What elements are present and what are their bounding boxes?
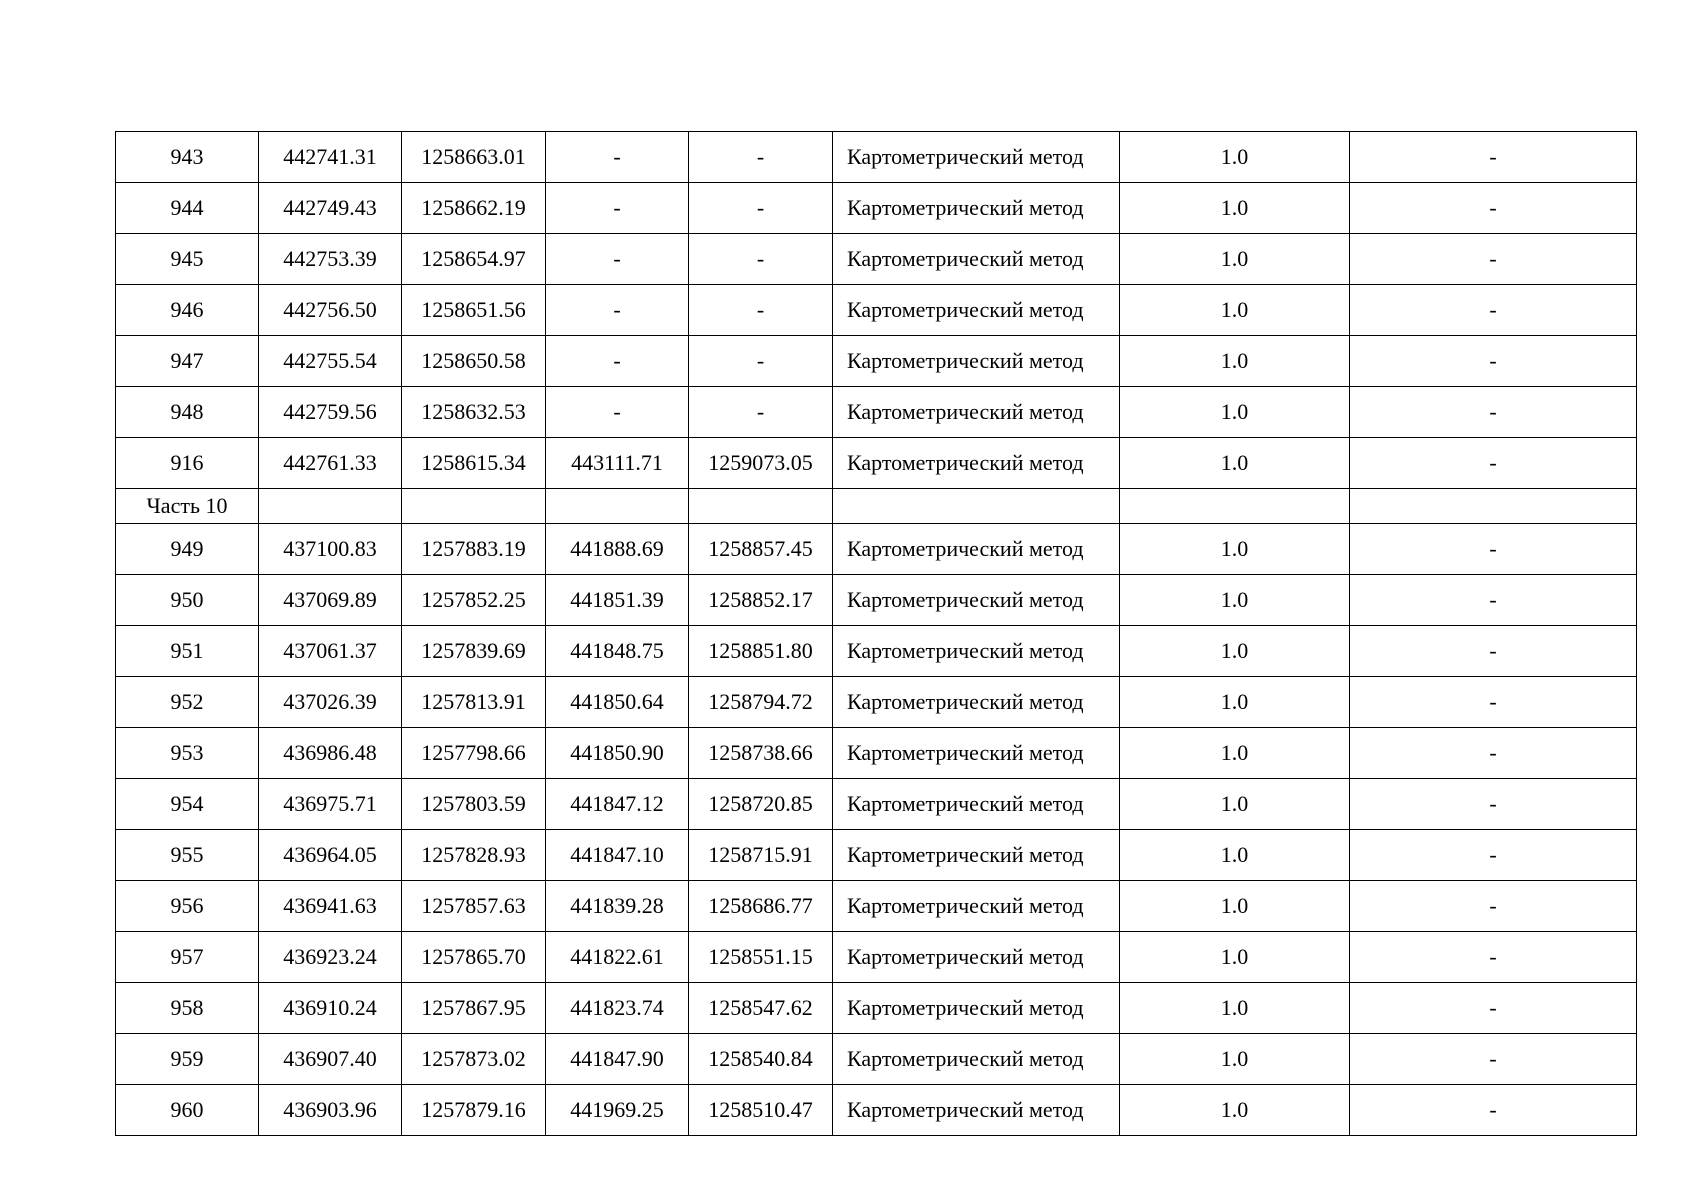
y-old-coordinate-cell: 1258851.80 (689, 626, 833, 677)
y-coordinate-cell: 1258615.34 (402, 438, 546, 489)
point-number-cell: 948 (116, 387, 259, 438)
table-row (116, 830, 1637, 881)
y-coordinate-cell: 1257879.16 (402, 1085, 546, 1136)
table-row (116, 285, 1637, 336)
x-coordinate-cell: 436903.96 (259, 1085, 402, 1136)
x-old-coordinate-cell: 441847.90 (546, 1034, 689, 1085)
x-coordinate-cell: 436923.24 (259, 932, 402, 983)
x-coordinate-cell: 436964.05 (259, 830, 402, 881)
note-cell: - (1350, 830, 1637, 881)
y-old-coordinate-cell: - (689, 183, 833, 234)
accuracy-cell: 1.0 (1120, 285, 1350, 336)
y-old-coordinate-cell: - (689, 234, 833, 285)
y-old-coordinate-cell: 1258547.62 (689, 983, 833, 1034)
y-old-coordinate-cell: 1258852.17 (689, 575, 833, 626)
y-old-coordinate-cell: 1258857.45 (689, 524, 833, 575)
table-row (116, 387, 1637, 438)
point-number-cell: 959 (116, 1034, 259, 1085)
accuracy-cell: 1.0 (1120, 336, 1350, 387)
accuracy-cell: 1.0 (1120, 575, 1350, 626)
y-coordinate-cell: 1257865.70 (402, 932, 546, 983)
y-coordinate-cell: 1258650.58 (402, 336, 546, 387)
point-number-cell: 955 (116, 830, 259, 881)
x-coordinate-cell: 436986.48 (259, 728, 402, 779)
y-coordinate-cell: 1257813.91 (402, 677, 546, 728)
y-coordinate-cell: 1258662.19 (402, 183, 546, 234)
y-coordinate-cell: 1257839.69 (402, 626, 546, 677)
y-old-coordinate-cell: - (689, 132, 833, 183)
note-cell: - (1350, 1034, 1637, 1085)
table-row (116, 779, 1637, 830)
x-coordinate-cell: 437069.89 (259, 575, 402, 626)
point-number-cell: 916 (116, 438, 259, 489)
point-number-cell: 949 (116, 524, 259, 575)
method-cell: Картометрический метод (833, 983, 1120, 1034)
x-old-coordinate-cell: 441850.64 (546, 677, 689, 728)
x-old-coordinate-cell: 441848.75 (546, 626, 689, 677)
accuracy-cell: 1.0 (1120, 1085, 1350, 1136)
y-old-coordinate-cell: 1258540.84 (689, 1034, 833, 1085)
empty-cell (402, 489, 546, 524)
table-row (116, 677, 1637, 728)
note-cell: - (1350, 779, 1637, 830)
point-number-cell: 950 (116, 575, 259, 626)
accuracy-cell: 1.0 (1120, 677, 1350, 728)
y-coordinate-cell: 1257883.19 (402, 524, 546, 575)
empty-cell (833, 489, 1120, 524)
accuracy-cell: 1.0 (1120, 830, 1350, 881)
x-old-coordinate-cell: - (546, 285, 689, 336)
table-row (116, 336, 1637, 387)
point-number-cell: 958 (116, 983, 259, 1034)
note-cell: - (1350, 983, 1637, 1034)
y-old-coordinate-cell: 1258510.47 (689, 1085, 833, 1136)
y-coordinate-cell: 1257828.93 (402, 830, 546, 881)
x-coordinate-cell: 436975.71 (259, 779, 402, 830)
method-cell: Картометрический метод (833, 285, 1120, 336)
x-old-coordinate-cell: 441969.25 (546, 1085, 689, 1136)
point-number-cell: 957 (116, 932, 259, 983)
point-number-cell: 944 (116, 183, 259, 234)
accuracy-cell: 1.0 (1120, 1034, 1350, 1085)
point-number-cell: 943 (116, 132, 259, 183)
y-coordinate-cell: 1258632.53 (402, 387, 546, 438)
y-coordinate-cell: 1257857.63 (402, 881, 546, 932)
x-coordinate-cell: 442753.39 (259, 234, 402, 285)
y-old-coordinate-cell: - (689, 285, 833, 336)
y-coordinate-cell: 1258663.01 (402, 132, 546, 183)
table-row (116, 881, 1637, 932)
y-old-coordinate-cell: - (689, 336, 833, 387)
accuracy-cell: 1.0 (1120, 132, 1350, 183)
y-old-coordinate-cell: 1258686.77 (689, 881, 833, 932)
accuracy-cell: 1.0 (1120, 183, 1350, 234)
table-row (116, 438, 1637, 489)
empty-cell (689, 489, 833, 524)
accuracy-cell: 1.0 (1120, 779, 1350, 830)
table-row (116, 626, 1637, 677)
note-cell: - (1350, 132, 1637, 183)
method-cell: Картометрический метод (833, 234, 1120, 285)
y-old-coordinate-cell: - (689, 387, 833, 438)
y-old-coordinate-cell: 1258551.15 (689, 932, 833, 983)
note-cell: - (1350, 336, 1637, 387)
y-coordinate-cell: 1257803.59 (402, 779, 546, 830)
x-old-coordinate-cell: 441850.90 (546, 728, 689, 779)
y-coordinate-cell: 1257852.25 (402, 575, 546, 626)
x-old-coordinate-cell: - (546, 387, 689, 438)
method-cell: Картометрический метод (833, 830, 1120, 881)
method-cell: Картометрический метод (833, 728, 1120, 779)
x-old-coordinate-cell: 441847.12 (546, 779, 689, 830)
point-number-cell: 947 (116, 336, 259, 387)
method-cell: Картометрический метод (833, 336, 1120, 387)
y-old-coordinate-cell: 1258720.85 (689, 779, 833, 830)
table-row (116, 132, 1637, 183)
note-cell: - (1350, 575, 1637, 626)
method-cell: Картометрический метод (833, 575, 1120, 626)
x-old-coordinate-cell: - (546, 183, 689, 234)
empty-cell (546, 489, 689, 524)
x-coordinate-cell: 442741.31 (259, 132, 402, 183)
table-row (116, 728, 1637, 779)
method-cell: Картометрический метод (833, 1034, 1120, 1085)
y-coordinate-cell: 1257873.02 (402, 1034, 546, 1085)
table-row (116, 1034, 1637, 1085)
note-cell: - (1350, 183, 1637, 234)
x-coordinate-cell: 442759.56 (259, 387, 402, 438)
accuracy-cell: 1.0 (1120, 983, 1350, 1034)
table-row (116, 983, 1637, 1034)
y-old-coordinate-cell: 1258715.91 (689, 830, 833, 881)
y-coordinate-cell: 1258654.97 (402, 234, 546, 285)
accuracy-cell: 1.0 (1120, 234, 1350, 285)
coordinates-table (115, 131, 1637, 1136)
point-number-cell: 952 (116, 677, 259, 728)
accuracy-cell: 1.0 (1120, 438, 1350, 489)
point-number-cell: 954 (116, 779, 259, 830)
empty-cell (1120, 489, 1350, 524)
table-row (116, 524, 1637, 575)
note-cell: - (1350, 387, 1637, 438)
x-coordinate-cell: 437100.83 (259, 524, 402, 575)
empty-cell (1350, 489, 1637, 524)
table-body (116, 132, 1637, 1136)
y-coordinate-cell: 1257867.95 (402, 983, 546, 1034)
method-cell: Картометрический метод (833, 438, 1120, 489)
note-cell: - (1350, 234, 1637, 285)
method-cell: Картометрический метод (833, 881, 1120, 932)
y-old-coordinate-cell: 1259073.05 (689, 438, 833, 489)
note-cell: - (1350, 881, 1637, 932)
method-cell: Картометрический метод (833, 524, 1120, 575)
x-coordinate-cell: 437061.37 (259, 626, 402, 677)
point-number-cell: 945 (116, 234, 259, 285)
method-cell: Картометрический метод (833, 779, 1120, 830)
x-coordinate-cell: 442756.50 (259, 285, 402, 336)
x-old-coordinate-cell: 441888.69 (546, 524, 689, 575)
section-row (116, 489, 1637, 524)
x-coordinate-cell: 442755.54 (259, 336, 402, 387)
method-cell: Картометрический метод (833, 183, 1120, 234)
accuracy-cell: 1.0 (1120, 626, 1350, 677)
y-coordinate-cell: 1257798.66 (402, 728, 546, 779)
x-old-coordinate-cell: 441839.28 (546, 881, 689, 932)
x-old-coordinate-cell: - (546, 234, 689, 285)
x-coordinate-cell: 442749.43 (259, 183, 402, 234)
section-label: Часть 10 (116, 489, 259, 524)
x-old-coordinate-cell: 443111.71 (546, 438, 689, 489)
x-coordinate-cell: 436910.24 (259, 983, 402, 1034)
note-cell: - (1350, 524, 1637, 575)
x-coordinate-cell: 436941.63 (259, 881, 402, 932)
x-old-coordinate-cell: 441823.74 (546, 983, 689, 1034)
note-cell: - (1350, 285, 1637, 336)
method-cell: Картометрический метод (833, 1085, 1120, 1136)
x-coordinate-cell: 436907.40 (259, 1034, 402, 1085)
point-number-cell: 956 (116, 881, 259, 932)
x-old-coordinate-cell: 441822.61 (546, 932, 689, 983)
point-number-cell: 953 (116, 728, 259, 779)
note-cell: - (1350, 932, 1637, 983)
y-coordinate-cell: 1258651.56 (402, 285, 546, 336)
y-old-coordinate-cell: 1258738.66 (689, 728, 833, 779)
accuracy-cell: 1.0 (1120, 932, 1350, 983)
table-row (116, 183, 1637, 234)
accuracy-cell: 1.0 (1120, 387, 1350, 438)
point-number-cell: 951 (116, 626, 259, 677)
table-row (116, 932, 1637, 983)
y-old-coordinate-cell: 1258794.72 (689, 677, 833, 728)
table-row (116, 1085, 1637, 1136)
accuracy-cell: 1.0 (1120, 524, 1350, 575)
note-cell: - (1350, 677, 1637, 728)
table-row (116, 575, 1637, 626)
x-old-coordinate-cell: 441851.39 (546, 575, 689, 626)
method-cell: Картометрический метод (833, 626, 1120, 677)
x-old-coordinate-cell: 441847.10 (546, 830, 689, 881)
note-cell: - (1350, 728, 1637, 779)
x-old-coordinate-cell: - (546, 336, 689, 387)
point-number-cell: 946 (116, 285, 259, 336)
note-cell: - (1350, 626, 1637, 677)
table-row (116, 234, 1637, 285)
x-old-coordinate-cell: - (546, 132, 689, 183)
x-coordinate-cell: 442761.33 (259, 438, 402, 489)
method-cell: Картометрический метод (833, 387, 1120, 438)
point-number-cell: 960 (116, 1085, 259, 1136)
method-cell: Картометрический метод (833, 932, 1120, 983)
method-cell: Картометрический метод (833, 677, 1120, 728)
empty-cell (259, 489, 402, 524)
x-coordinate-cell: 437026.39 (259, 677, 402, 728)
accuracy-cell: 1.0 (1120, 881, 1350, 932)
method-cell: Картометрический метод (833, 132, 1120, 183)
note-cell: - (1350, 438, 1637, 489)
accuracy-cell: 1.0 (1120, 728, 1350, 779)
note-cell: - (1350, 1085, 1637, 1136)
